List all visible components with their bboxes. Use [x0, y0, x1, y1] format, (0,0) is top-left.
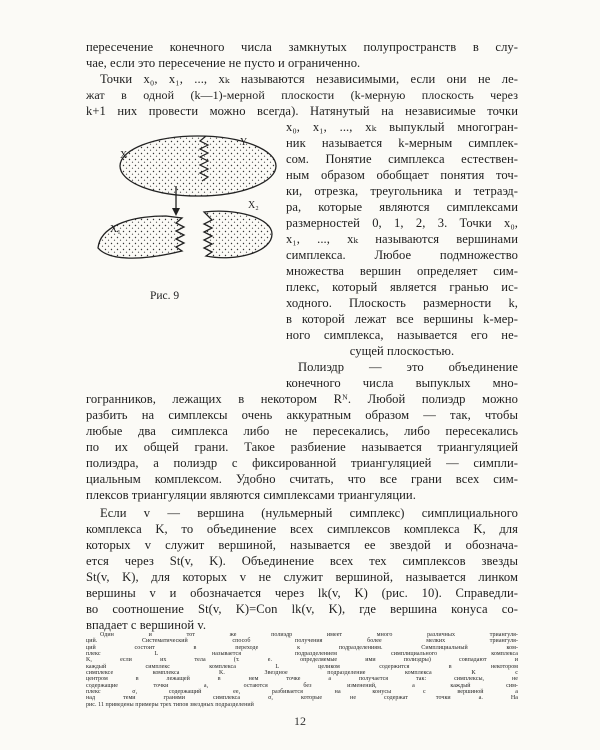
- text-line: ного симплекса, называется его не-: [286, 328, 518, 342]
- label-x: X: [120, 150, 128, 161]
- label-x1: X₁: [110, 224, 121, 235]
- text-line: пересечение конечного числа замкнутых полупространств в слу-: [86, 40, 518, 54]
- text-line: гогранников, лежащих в некотором Rᴺ. Любой полиэдр можно: [86, 392, 518, 406]
- text-line: чае, если это пересечение не пусто и ограниченно.: [86, 56, 361, 70]
- text-line: симплекса. Любое подмножество: [286, 248, 518, 262]
- text-line: St(v, K), для которых v не служит вершиной, называется линком: [86, 570, 518, 584]
- text-line: ным образом обобщает понятия точ-: [286, 168, 518, 182]
- arrow-head-icon: [172, 208, 180, 216]
- text-line: ходного. Плоскость размерности k,: [286, 296, 518, 310]
- text-line: полиэдра, а полиэдр с фиксированной триангуляцией — симпли-: [86, 456, 518, 470]
- text-line: рис. 11 приведены примеры трех типов звездных подразделений: [86, 701, 254, 708]
- label-y: Y: [240, 137, 248, 148]
- text-line: любые два симплекса либо не пересекались, либо пересекались: [86, 424, 518, 438]
- page-number: 12: [294, 714, 306, 728]
- text-line: Если v — вершина (нульмерный симплекс) симплициального: [100, 506, 518, 520]
- text-line: разбить на симплексы очень аккуратным образом — так, чтобы: [86, 408, 518, 422]
- text-line: над теми гранями симплекса σ, которые не содержат точки a. На: [86, 695, 518, 702]
- text-line: в которой лежат все вершины k-мер-: [286, 312, 518, 326]
- text-line: циальным комплексом. Удобно считать, что все грани всех сим-: [86, 472, 518, 486]
- text-line: плексов триангуляции являются симплексами триангуляции.: [86, 488, 416, 502]
- text-line: жат в одной (k—1)-мерной плоскости (k-мерную плоскость через: [86, 88, 518, 102]
- text-line: ник называется k-мерным симплек-: [286, 136, 518, 150]
- text-line: размерностей 0, 1, 2, 3. Точки x₀,: [286, 216, 518, 230]
- text-line: конечного числа выпуклых мно-: [286, 376, 518, 390]
- text-line: x₀, x₁, ..., xₖ выпуклый многогран-: [286, 120, 518, 134]
- text-line: сущей плоскостью.: [349, 344, 455, 358]
- ellipse-shape: [120, 136, 276, 196]
- text-line: k+1 них провести можно всегда). Натянутый на независимые точки: [86, 104, 518, 118]
- text-line: которых v служит вершиной, называется ее звездой и обознача-: [86, 538, 518, 552]
- label-x2: X₂: [248, 200, 259, 211]
- text-line: множества вершин определяет сим-: [286, 264, 518, 278]
- text-line: ется через St(v, K). Объединение всех тех симплексов звезды: [86, 554, 518, 568]
- text-line: впадает с вершиной v.: [86, 618, 207, 632]
- text-line: Точки x₀, x₁, ..., xₖ называются независимыми, если они не ле-: [100, 72, 518, 86]
- text-line: плекс σ, содержащий ее, разбивается на конусы с вершиной a: [86, 689, 518, 695]
- text-line: x₁, ..., xₖ называются вершинами: [286, 232, 518, 246]
- text-line: K, если их тела (т. е. определяемые ими полиэдры) совпадают и: [86, 657, 518, 664]
- text-line: ки, отрезка, треугольника и тетраэд-: [286, 184, 518, 198]
- text-line: симплексе комплекса K. Звездное подразделение комплекса K с: [86, 670, 518, 676]
- piece-x1: [98, 216, 184, 258]
- text-line: Полиэдр — это объединение: [298, 360, 518, 374]
- text-line: сом. Понятие симплекса естествен-: [286, 152, 518, 166]
- text-line: ций состоит в переходе к подразделениям. Симплициальный ком-: [86, 644, 518, 651]
- text-line: ций. Систематический способ получения более мелких триангуля-: [86, 638, 518, 645]
- text-line: плекс L называется подразделением симплициального комплекса: [86, 651, 518, 657]
- text-line: ра, которые являются симплексами: [286, 200, 518, 214]
- text-line: комплекса K, то объединение всех симплексов комплекса K, для: [86, 522, 518, 536]
- text-line: содержащие точки a, остаются без изменений, а каждый сим-: [86, 682, 518, 689]
- text-line: по их общей грани. Такое разбиение называется триангуляцией: [86, 440, 518, 454]
- text-line: центром в лежащей в нем точке a получается так: симплексы, не: [86, 676, 518, 683]
- text-line: плекс, который является гранью ис-: [286, 280, 518, 294]
- text-line: каждый симплекс комплекса L целиком содержится в некотором: [86, 663, 518, 670]
- text-line: вершины v и обозначается через lk(v, K) (рис. 10). Справедли-: [86, 586, 518, 600]
- piece-x2: [204, 211, 272, 258]
- figure-caption: Рис. 9: [150, 290, 180, 302]
- text-line: во соотношение St(v, K)=Con lk(v, K), где вершина конуса со-: [86, 602, 518, 616]
- text-line: Один и тот же полиэдр имеет много различных триангуля-: [100, 632, 518, 638]
